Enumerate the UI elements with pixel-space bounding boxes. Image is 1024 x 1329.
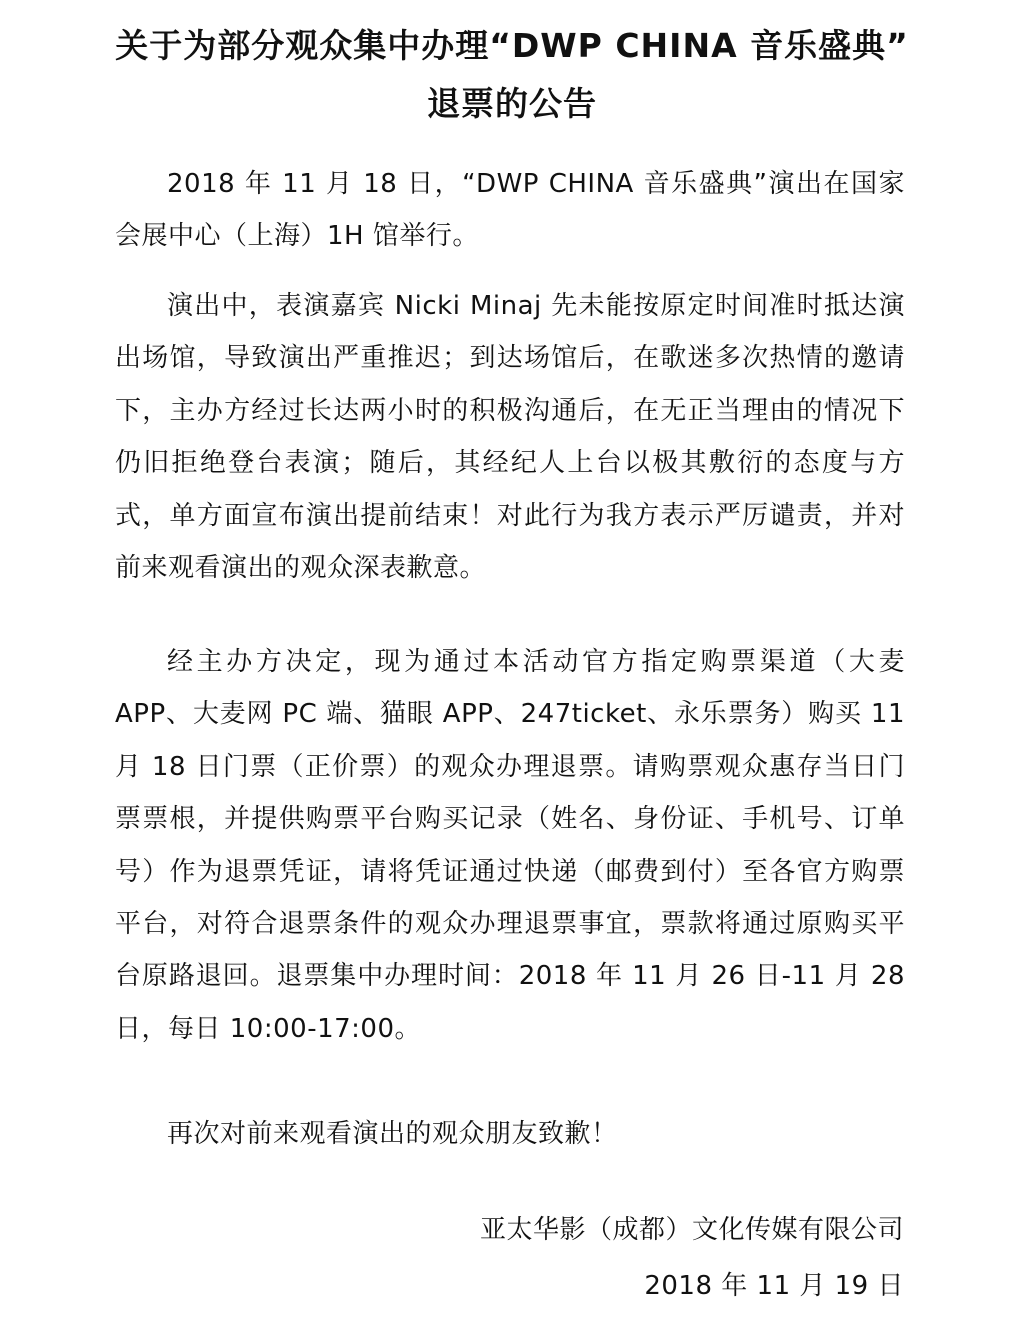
page-title-line2: 退票的公告	[427, 84, 597, 123]
paragraph-apology: 再次对前来观看演出的观众朋友致歉！	[167, 1119, 618, 1149]
paragraph-refund-details: 经主办方决定，现为通过本活动官方指定购票渠道（大麦 APP、大麦网 PC 端、猫眼 APP、247ticket、永乐票务）购买 11 月 18 日门票（正价票）的观众办理退票。请购票观众惠存当日门票票根，并提供购票平台购买记录（姓名、身份证、手机号、订单号）作为退票凭证，请将凭证通过快递（邮费到付）至各官方购票平台，对符合退票条件的观众办理退票事宜，票款将通过原购买平台原路退回。退票集中办理时间：2018 年 11 月 26 日-11 月 28 日，每日 10:00-17:00。	[115, 647, 905, 1044]
paragraph-event-info: 2018 年 11 月 18 日，“DWP CHINA 音乐盛典”演出在国家会展中心（上海）1H 馆举行。	[115, 169, 905, 252]
signature-company: 亚太华影（成都）文化传媒有限公司	[479, 1215, 904, 1245]
page-title: 关于为部分观众集中办理“DWP CHINA 音乐盛典”	[115, 26, 909, 65]
signature-date: 2018 年 11 月 19 日	[644, 1271, 904, 1301]
paragraph-incident: 演出中，表演嘉宾 Nicki Minaj 先未能按原定时间准时抵达演出场馆，导致演出严重推迟；到达场馆后，在歌迷多次热情的邀请下，主办方经过长达两小时的积极沟通后，在无正当理由的情况下仍旧拒绝登台表演；随后，其经纪人上台以极其敷衍的态度与方式，单方面宣布演出提前结束！对此行为我方表示严厉谴责，并对前来观看演出的观众深表歉意。	[115, 291, 905, 584]
